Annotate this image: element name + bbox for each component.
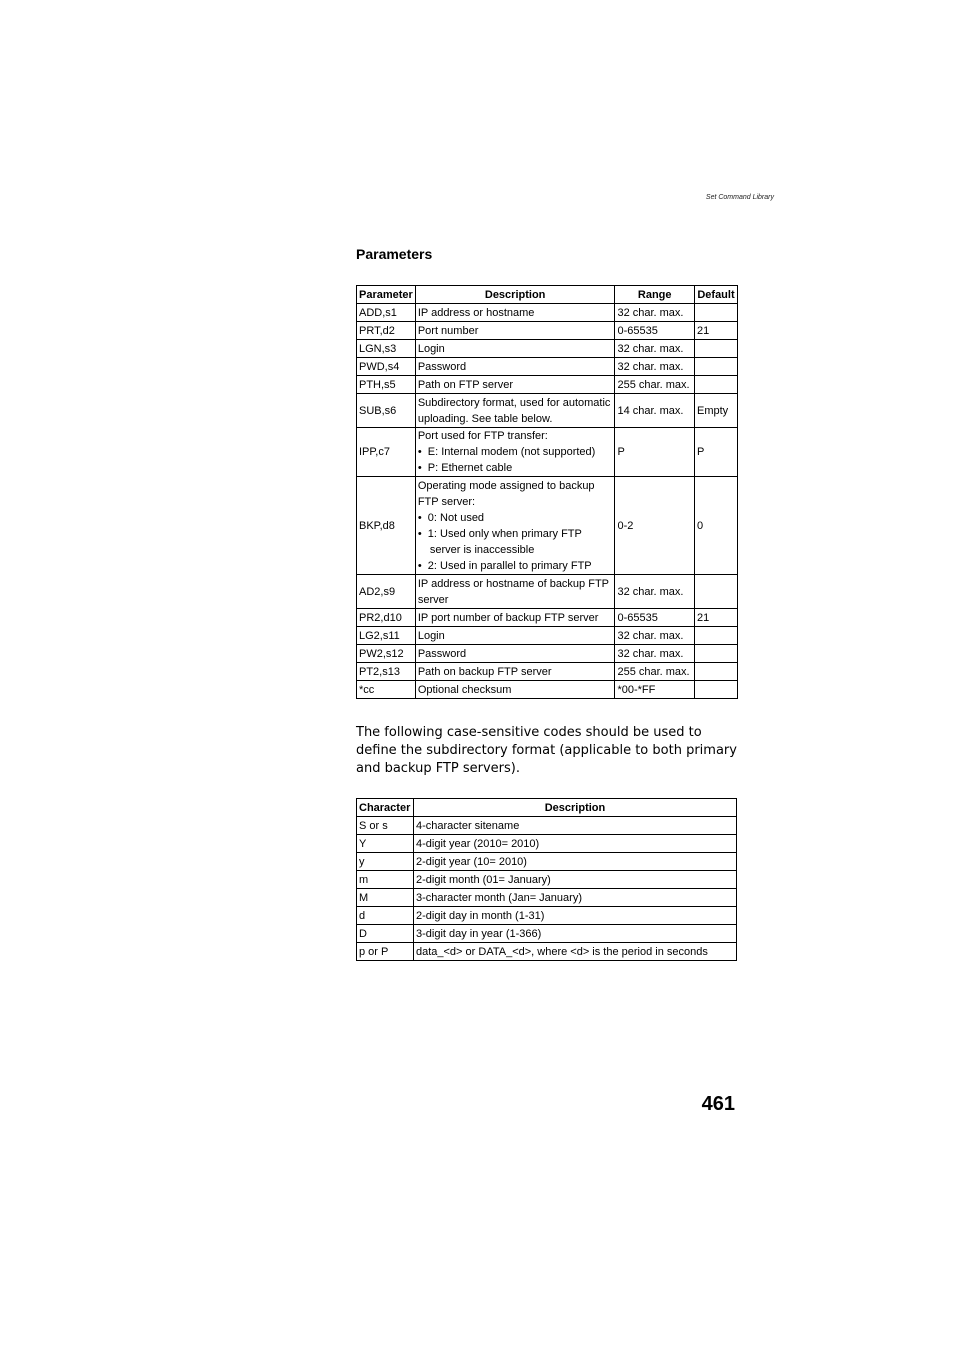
description-cell: data_<d> or DATA_<d>, where <d> is the period in seconds [413,943,736,961]
table-row [357,304,738,322]
bullet-text: 1: Used only when primary FTP server is inaccessible [427,527,582,556]
table-row [357,394,738,428]
default-cell: Empty [694,394,737,428]
subdirectory-codes-table [356,798,737,961]
parameter-cell: PTH,s5 [357,376,416,394]
table-row [357,358,738,376]
character-cell: p or P [357,943,414,961]
description-cell [415,575,615,609]
parameter-cell: IPP,c7 [357,428,416,477]
table-header-row [357,799,737,817]
parameter-cell: BKP,d8 [357,477,416,575]
description-text: Login [417,629,445,642]
bullet-text: 2: Used in parallel to primary FTP [427,559,592,572]
description-text: IP address or hostname [417,306,535,319]
table-row [357,817,737,835]
table-row [357,575,738,609]
table-row [357,853,737,871]
range-cell: 0-65535 [615,609,695,627]
character-cell: m [357,871,414,889]
description-bullet [418,460,613,476]
table-row [357,889,737,907]
description-cell [415,322,615,340]
description-cell [415,477,615,575]
range-cell: 14 char. max. [615,394,695,428]
bullet-text: 0: Not used [427,511,485,524]
description-cell [415,428,615,477]
range-cell: 32 char. max. [615,627,695,645]
description-text: Password [417,360,467,373]
table-row [357,477,738,575]
bullet-icon: • [417,446,428,458]
description-cell: 2-digit year (10= 2010) [413,853,736,871]
description-cell [415,304,615,322]
description-cell: 4-character sitename [413,817,736,835]
description-cell: 2-digit day in month (1-31) [413,907,736,925]
default-cell [694,575,737,609]
table-row [357,925,737,943]
default-cell [694,681,737,699]
range-cell: 255 char. max. [615,663,695,681]
character-cell: d [357,907,414,925]
parameter-cell: LGN,s3 [357,340,416,358]
description-text: Path on FTP server [417,378,513,391]
range-cell: P [615,428,695,477]
table-header-row [357,286,738,304]
range-cell: 32 char. max. [615,645,695,663]
page-number: 461 [701,1093,735,1115]
description-bullet [418,558,613,574]
parameter-cell: PWD,s4 [357,358,416,376]
description-bullet [418,526,613,558]
description-cell [415,645,615,663]
running-header: Set Command Library [705,194,774,201]
parameter-cell: ADD,s1 [357,304,416,322]
description-text: Port used for FTP transfer: [417,430,548,442]
column-header-range: Range [615,286,695,304]
character-cell: S or s [357,817,414,835]
character-cell: M [357,889,414,907]
description-bullet [418,444,613,460]
description-bullet [418,510,613,526]
description-text: Port number [417,324,479,337]
range-cell: *00-*FF [615,681,695,699]
table-row [357,322,738,340]
description-text: Password [417,647,467,660]
bullet-text: E: Internal modem (not supported) [427,446,596,458]
description-cell [415,663,615,681]
table-row [357,609,738,627]
bullet-icon: • [417,511,428,524]
description-cell: 2-digit month (01= January) [413,871,736,889]
range-cell: 32 char. max. [615,340,695,358]
character-cell: D [357,925,414,943]
description-cell [415,358,615,376]
range-cell: 32 char. max. [615,304,695,322]
bullet-icon: • [417,527,428,540]
parameter-cell: PRT,d2 [357,322,416,340]
table-row [357,428,738,477]
description-text: Operating mode assigned to backup FTP server: [417,479,595,508]
character-cell: y [357,853,414,871]
table-row [357,627,738,645]
column-header-default: Default [694,286,737,304]
default-cell [694,376,737,394]
column-header-character: Character [357,799,414,817]
table-row [357,645,738,663]
column-header-description: Description [415,286,615,304]
description-cell: 4-digit year (2010= 2010) [413,835,736,853]
default-cell [694,627,737,645]
range-cell: 32 char. max. [615,358,695,376]
range-cell: 255 char. max. [615,376,695,394]
table-row [357,663,738,681]
parameters-table [356,285,738,699]
table-row [357,340,738,358]
table-row [357,835,737,853]
description-cell: 3-digit day in year (1-366) [413,925,736,943]
column-header-parameter: Parameter [357,286,416,304]
default-cell: 0 [694,477,737,575]
range-cell: 32 char. max. [615,575,695,609]
description-text: IP address or hostname of backup FTP server [417,577,609,606]
section-title: Parameters [356,246,433,262]
default-cell [694,358,737,376]
default-cell [694,304,737,322]
description-text: Path on backup FTP server [417,665,552,678]
bullet-icon: • [417,559,428,572]
description-cell [415,627,615,645]
default-cell [694,340,737,358]
description-cell [415,340,615,358]
table-row [357,681,738,699]
parameter-cell: PT2,s13 [357,663,416,681]
description-text: Login [417,342,445,355]
range-cell: 0-2 [615,477,695,575]
parameter-cell: PW2,s12 [357,645,416,663]
parameter-cell: SUB,s6 [357,394,416,428]
description-cell [415,681,615,699]
description-text: IP port number of backup FTP server [417,611,599,624]
default-cell [694,645,737,663]
description-text: Optional checksum [417,683,512,696]
parameter-cell: AD2,s9 [357,575,416,609]
description-cell [415,376,615,394]
parameter-cell: PR2,d10 [357,609,416,627]
default-cell: 21 [694,609,737,627]
parameter-cell: *cc [357,681,416,699]
default-cell: P [694,428,737,477]
bullet-text: P: Ethernet cable [427,462,513,474]
table-row [357,376,738,394]
description-cell [415,394,615,428]
column-header-description: Description [413,799,736,817]
description-cell: 3-character month (Jan= January) [413,889,736,907]
table-row [357,943,737,961]
table-row [357,907,737,925]
parameter-cell: LG2,s11 [357,627,416,645]
description-cell [415,609,615,627]
default-cell [694,663,737,681]
bullet-icon: • [417,462,428,474]
range-cell: 0-65535 [615,322,695,340]
description-text: Subdirectory format, used for automatic uploading. See table below. [417,396,611,425]
character-cell: Y [357,835,414,853]
default-cell: 21 [694,322,737,340]
table-row [357,871,737,889]
body-paragraph: The following case-sensitive codes should be used to define the subdirectory format (applicable to both primary and backup FTP servers). [356,725,737,776]
